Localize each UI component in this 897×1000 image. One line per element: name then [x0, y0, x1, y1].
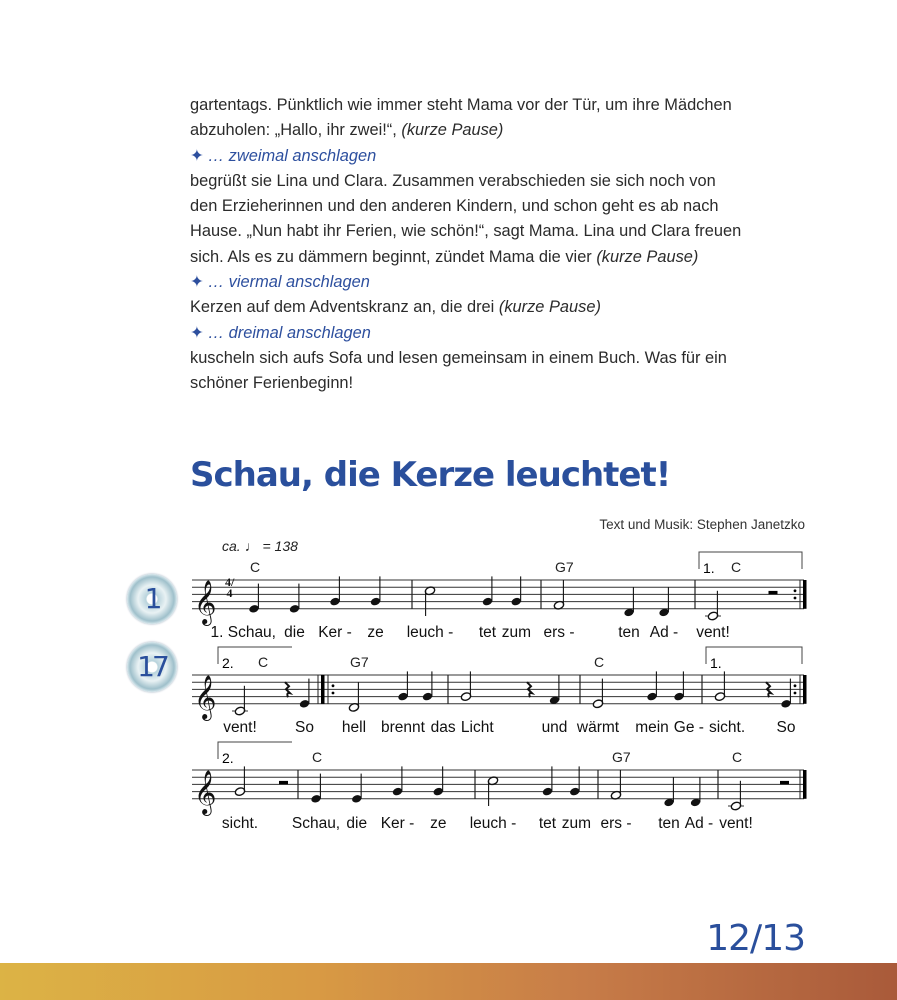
- lyric-syllable: Ker -: [318, 624, 352, 641]
- lyric-syllable: vent!: [223, 719, 257, 736]
- staff-system: [192, 552, 807, 641]
- lyric-syllable: die: [346, 815, 368, 832]
- lyric-syllable: Ker -: [380, 815, 415, 832]
- thick-barline: [803, 580, 807, 609]
- line-text: gartentags. Pünktlich wie immer steht Mama vor der Tür, um ihre Mädchen: [190, 96, 732, 114]
- song-title: Schau, die Kerze leuchtet!: [190, 455, 671, 495]
- line-text: Hause. „Nun habt ihr Ferien, wie schön!“, sagt Mama. Lina und Clara freuen: [190, 222, 742, 241]
- lyric-syllable: brennt: [381, 719, 425, 736]
- line-text: den Erzieherinnen und den anderen Kindern, und schon geht es ab nach: [190, 197, 719, 216]
- chord-symbol: C: [732, 749, 743, 765]
- lyric-syllable: das: [430, 719, 456, 736]
- lyric-syllable: Licht: [460, 719, 494, 736]
- thick-barline: [803, 770, 807, 799]
- half-rest: [780, 781, 789, 785]
- lyric-syllable: ers -: [600, 815, 632, 832]
- chord-symbol: G7: [612, 749, 631, 765]
- lyric-syllable: ten: [618, 624, 640, 641]
- repeat-dot: [794, 597, 797, 600]
- time-signature: 4/4: [225, 575, 235, 600]
- chord-symbol: C: [594, 654, 605, 670]
- track-number: 17: [137, 650, 167, 683]
- page-number: 12/13: [706, 918, 805, 959]
- lyric-syllable: 1. Schau,: [210, 624, 276, 641]
- lyric-syllable: wärmt: [576, 719, 620, 736]
- staff-system: [192, 742, 807, 832]
- lyric-syllable: So: [295, 719, 314, 736]
- chord-symbol: C: [250, 559, 261, 575]
- cue-text: … zweimal anschlagen: [207, 146, 377, 165]
- volta-number: 2.: [222, 750, 234, 766]
- lyric-syllable: tet: [478, 624, 497, 641]
- footer-color-bar: [0, 963, 897, 1000]
- lyric-syllable: Ad -: [684, 815, 714, 832]
- star-icon: ✦: [190, 273, 204, 292]
- lyric-syllable: zum: [561, 815, 592, 832]
- repeat-dot: [794, 684, 797, 687]
- lyric-syllable: vent!: [696, 624, 730, 641]
- thick-barline: [803, 675, 807, 704]
- treble-clef-icon: 𝄞: [194, 579, 217, 624]
- pause-direction: (kurze Pause): [401, 121, 504, 140]
- pause-direction: (kurze Pause): [596, 247, 699, 266]
- half-rest: [769, 591, 778, 595]
- repeat-dot: [794, 589, 797, 592]
- track-number: 1: [144, 582, 160, 615]
- lyric-syllable: vent!: [719, 815, 753, 832]
- chord-symbol: C: [731, 559, 742, 575]
- lyric-syllable: zum: [501, 624, 532, 641]
- repeat-dot: [332, 692, 335, 695]
- chord-symbol: C: [258, 654, 269, 670]
- lyric-syllable: leuch -: [469, 815, 517, 832]
- tempo-prefix: ca.: [222, 538, 241, 554]
- line-text: begrüßt sie Lina und Clara. Zusammen verabschieden sie sich noch von: [190, 171, 716, 190]
- cue-text: … viermal anschlagen: [207, 273, 370, 292]
- lyric-syllable: tet: [538, 815, 557, 832]
- lyric-syllable: sicht.: [221, 815, 259, 832]
- cue-text: … dreimal anschlagen: [207, 323, 371, 342]
- lyric-syllable: ze: [430, 815, 447, 832]
- volta-number: 1.: [703, 560, 715, 576]
- lyric-syllable: So: [776, 719, 796, 736]
- volta-number: 1.: [710, 655, 722, 671]
- chord-symbol: G7: [350, 654, 369, 670]
- lyric-syllable: Ad -: [649, 624, 679, 641]
- lyric-syllable: Ge -: [673, 719, 704, 736]
- song-credit: Text und Musik: Stephen Janetzko: [599, 517, 805, 532]
- pause-direction: (kurze Pause): [498, 298, 601, 317]
- tempo-value: = 138: [262, 538, 298, 554]
- line-text: sich. Als es zu dämmern beginnt, zündet Mama die vier: [190, 247, 597, 266]
- quarter-note-icon: ♩: [244, 538, 259, 554]
- lyric-syllable: Schau,: [291, 815, 341, 832]
- repeat-dot: [332, 684, 335, 687]
- star-icon: ✦: [190, 146, 204, 165]
- line-text: Kerzen auf dem Adventskranz an, die drei: [190, 298, 499, 317]
- lyric-syllable: und: [541, 719, 568, 736]
- volta-number: 2.: [222, 655, 234, 671]
- lyric-syllable: mein: [635, 719, 669, 736]
- treble-clef-icon: 𝄞: [194, 674, 217, 719]
- line-text: abzuholen: „Hallo, ihr zwei!“,: [190, 121, 402, 140]
- lyric-syllable: leuch -: [406, 624, 454, 641]
- thick-barline: [321, 675, 325, 704]
- line-text: kuscheln sich aufs Sofa und lesen gemeinsam in einem Buch. Was für ein: [190, 348, 727, 367]
- line-text: schöner Ferienbeginn!: [190, 374, 354, 393]
- treble-clef-icon: 𝄞: [194, 769, 217, 814]
- lyric-syllable: ten: [658, 815, 680, 832]
- lyric-syllable: hell: [341, 719, 367, 736]
- chord-symbol: G7: [555, 559, 574, 575]
- repeat-dot: [794, 692, 797, 695]
- lyric-syllable: sicht.: [708, 719, 746, 736]
- staff-system: [192, 647, 807, 736]
- star-icon: ✦: [190, 323, 204, 342]
- lyric-syllable: die: [284, 624, 305, 641]
- lyric-syllable: ze: [367, 624, 384, 641]
- half-rest: [279, 781, 288, 785]
- lyric-syllable: ers -: [543, 624, 575, 641]
- chord-symbol: C: [312, 749, 323, 765]
